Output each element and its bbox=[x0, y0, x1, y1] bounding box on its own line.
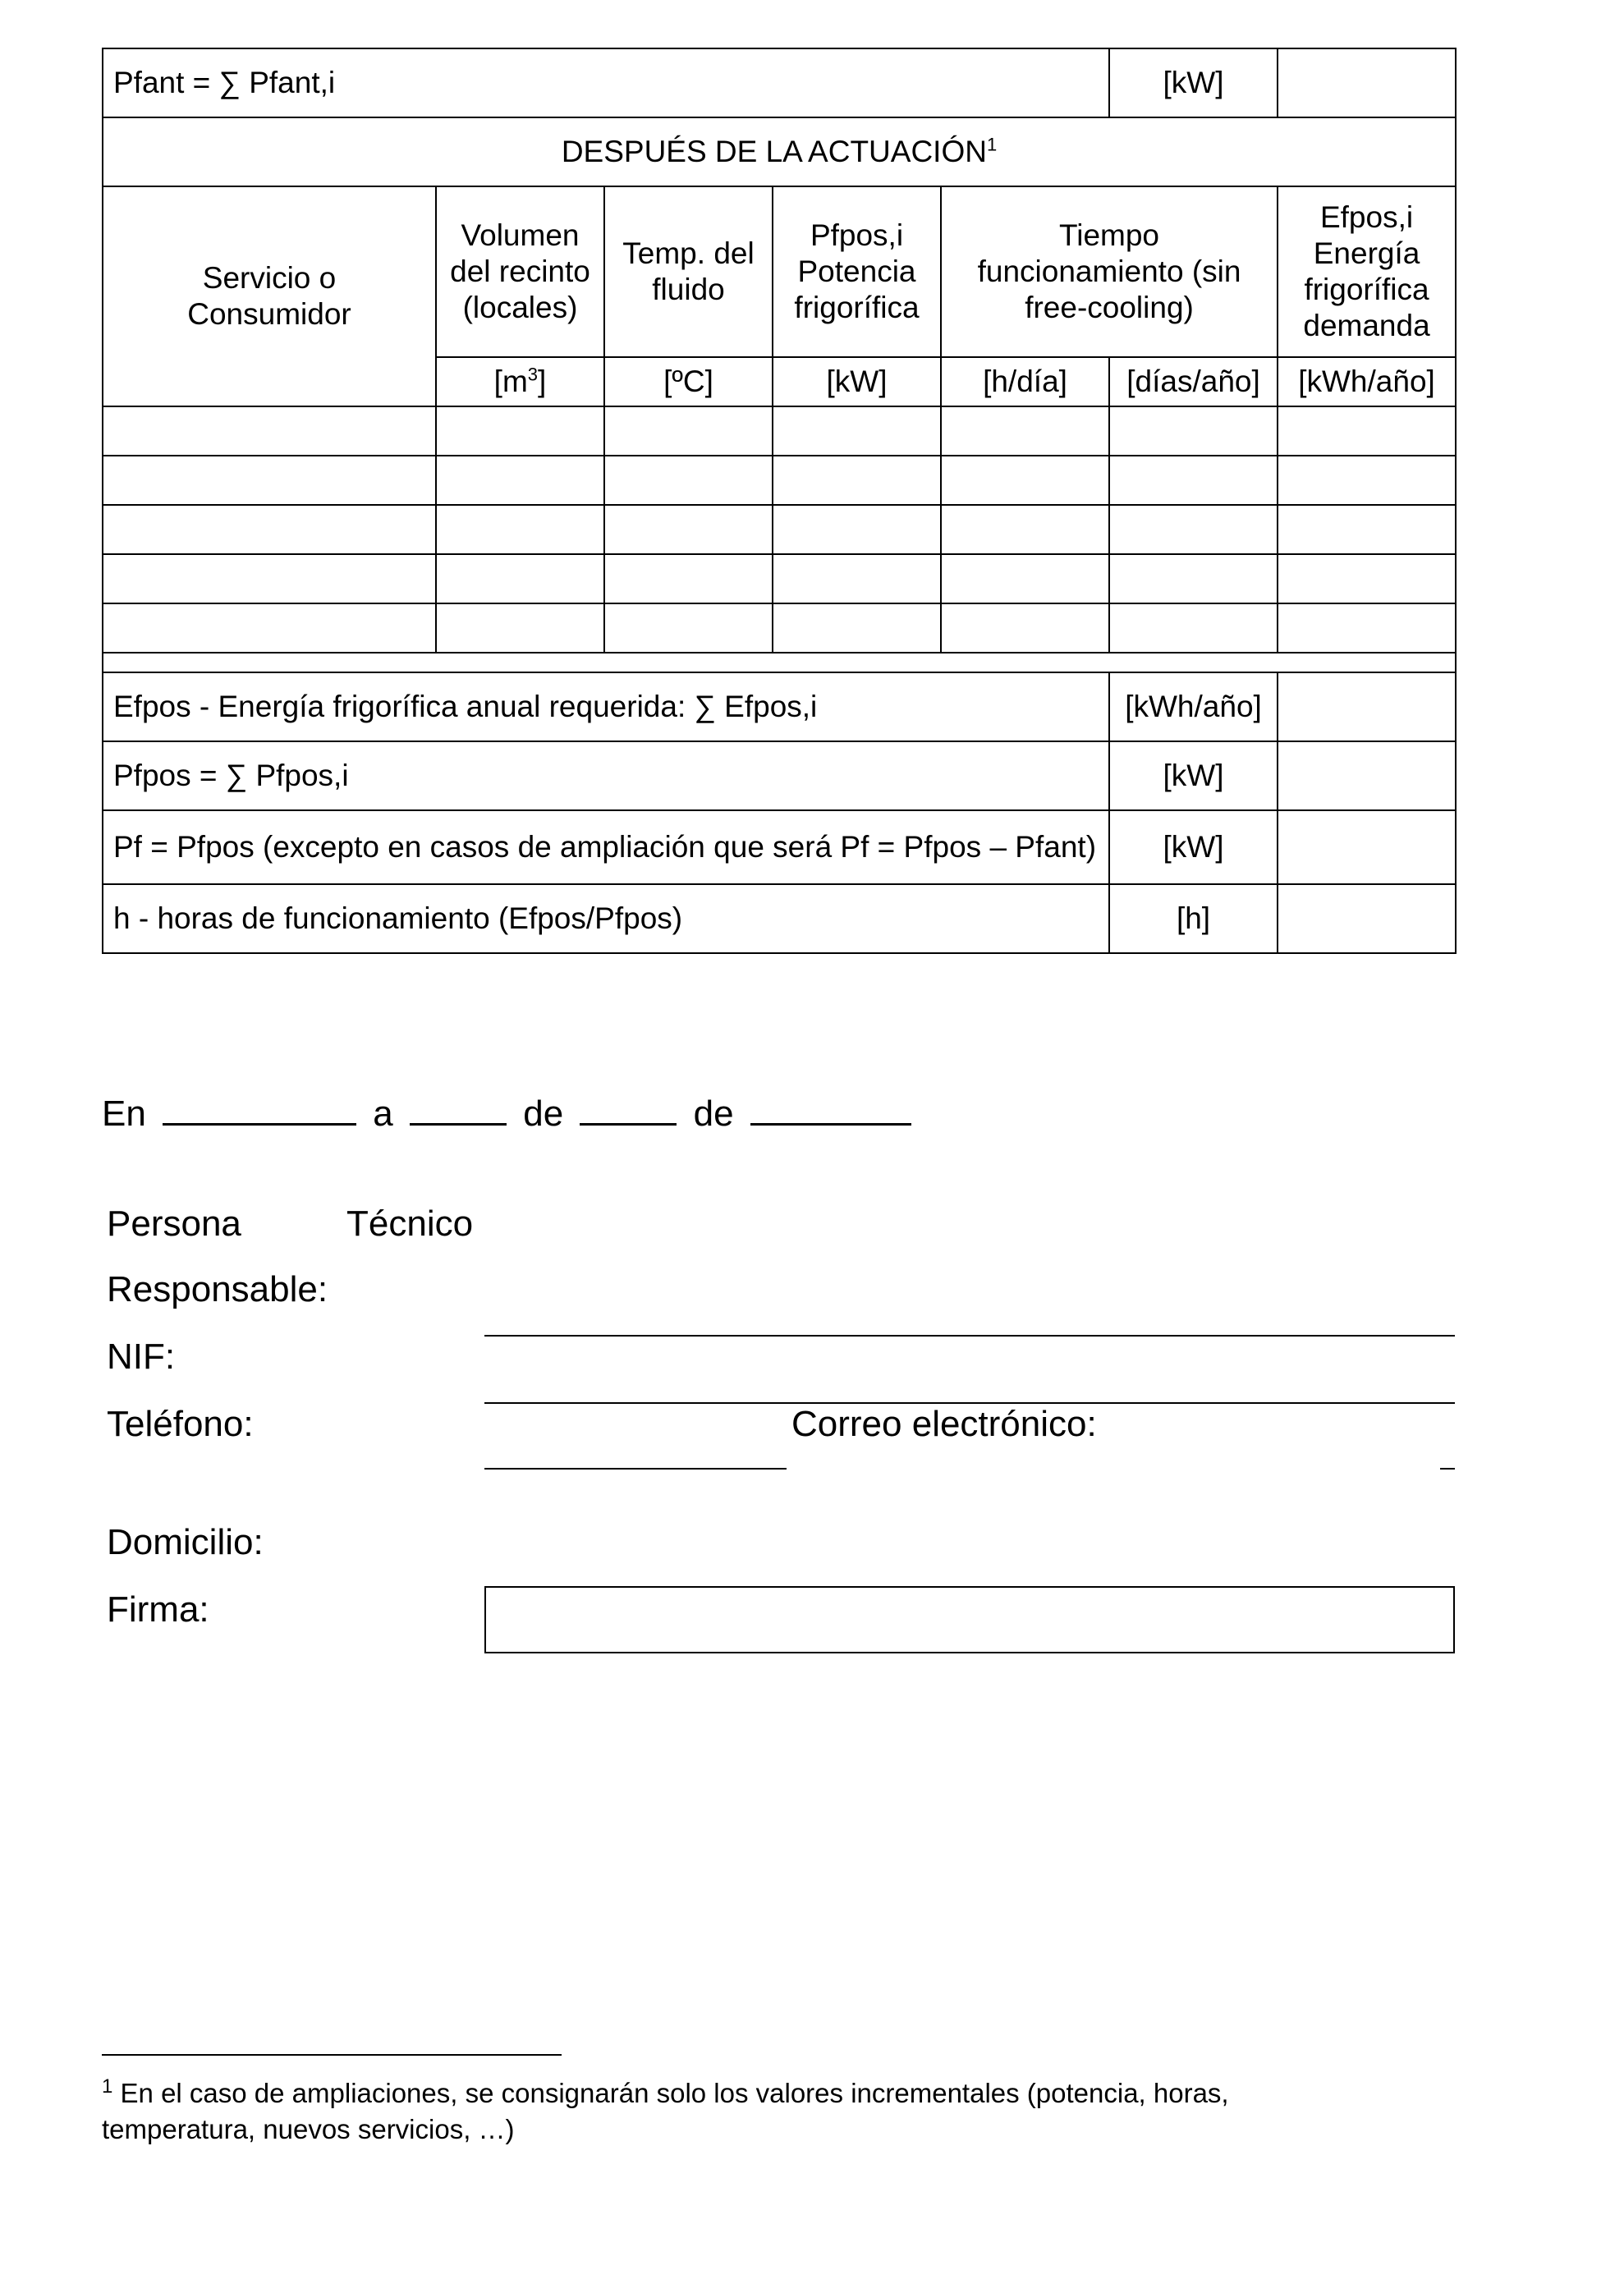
summary-pfpos-label: Pfpos = ∑ Pfpos,i bbox=[103, 741, 1109, 810]
summary-pf-label: Pf = Pfpos (excepto en casos de ampliación que será Pf = Pfpos – Pfant) bbox=[103, 810, 1109, 884]
cell-input[interactable] bbox=[436, 505, 604, 554]
cell-input[interactable] bbox=[604, 505, 773, 554]
col-header-pfpos: Pfpos,i Potencia frigorífica bbox=[773, 186, 941, 357]
cell-input[interactable] bbox=[436, 554, 604, 603]
cell-input[interactable] bbox=[773, 505, 941, 554]
footnote-rule bbox=[102, 2054, 562, 2056]
section-title bbox=[103, 117, 1456, 186]
section-title-text: DESPUÉS DE LA ACTUACIÓN bbox=[561, 135, 987, 168]
table-row bbox=[103, 603, 1456, 653]
cell-input[interactable] bbox=[604, 456, 773, 505]
date-a: a bbox=[373, 1094, 393, 1134]
footnote-text: En el caso de ampliaciones, se consignarán solo los valores incrementales (potencia, horas, temperatura, nuevos servicios, …) bbox=[102, 2078, 1229, 2144]
cell-input[interactable] bbox=[436, 406, 604, 456]
pfant-value-field[interactable] bbox=[1278, 48, 1456, 117]
cell-input[interactable] bbox=[941, 603, 1109, 653]
cell-input[interactable] bbox=[1278, 505, 1456, 554]
cell-input[interactable] bbox=[604, 554, 773, 603]
responsable-field[interactable] bbox=[484, 1335, 1455, 1337]
unit-temp: [ºC] bbox=[604, 357, 773, 406]
cell-input[interactable] bbox=[103, 554, 436, 603]
unit-h-dia: [h/día] bbox=[941, 357, 1109, 406]
cell-input[interactable] bbox=[103, 505, 436, 554]
cell-input[interactable] bbox=[103, 406, 436, 456]
cell-input[interactable] bbox=[941, 505, 1109, 554]
energy-table bbox=[102, 48, 1457, 954]
label-domicilio: Domicilio: bbox=[107, 1522, 264, 1562]
pfant-label: Pfant = ∑ Pfant,i bbox=[103, 48, 1109, 117]
spacer-row bbox=[103, 653, 1456, 672]
month-blank[interactable] bbox=[580, 1090, 677, 1126]
date-de-2: de bbox=[693, 1094, 734, 1134]
cell-input[interactable] bbox=[103, 603, 436, 653]
cell-input[interactable] bbox=[773, 554, 941, 603]
table-row bbox=[103, 554, 1456, 603]
cell-input[interactable] bbox=[1278, 456, 1456, 505]
col-header-efpos: Efpos,i Energía frigorífica demanda bbox=[1278, 186, 1456, 357]
label-tecnico: Técnico bbox=[346, 1204, 474, 1244]
cell-input[interactable] bbox=[436, 456, 604, 505]
cell-input[interactable] bbox=[773, 456, 941, 505]
footnote-number: 1 bbox=[102, 2075, 113, 2098]
cell-input[interactable] bbox=[1109, 603, 1278, 653]
table-row bbox=[103, 406, 1456, 456]
pfant-unit: [kW] bbox=[1109, 48, 1278, 117]
place-blank[interactable] bbox=[163, 1090, 356, 1126]
col-header-servicio: Servicio o Consumidor bbox=[103, 186, 436, 406]
unit-efpos: [kWh/año] bbox=[1278, 357, 1456, 406]
summary-efpos-label: Efpos - Energía frigorífica anual requerida: ∑ Efpos,i bbox=[103, 672, 1109, 741]
label-firma: Firma: bbox=[107, 1589, 209, 1630]
summary-pf-unit: [kW] bbox=[1109, 810, 1278, 884]
cell-input[interactable] bbox=[773, 406, 941, 456]
footnote-ref: 1 bbox=[986, 134, 998, 155]
col-header-volumen: Volumen del recinto (locales) bbox=[436, 186, 604, 357]
summary-efpos-unit: [kWh/año] bbox=[1109, 672, 1278, 741]
table-row bbox=[103, 456, 1456, 505]
cell-input[interactable] bbox=[103, 456, 436, 505]
signature-box[interactable] bbox=[484, 1586, 1455, 1653]
year-blank[interactable] bbox=[750, 1090, 911, 1126]
cell-input[interactable] bbox=[1109, 406, 1278, 456]
summary-horas-label: h - horas de funcionamiento (Efpos/Pfpos) bbox=[103, 884, 1109, 953]
table-row bbox=[103, 505, 1456, 554]
col-header-temp: Temp. del fluido bbox=[604, 186, 773, 357]
cell-input[interactable] bbox=[604, 603, 773, 653]
cell-input[interactable] bbox=[604, 406, 773, 456]
cell-input[interactable] bbox=[436, 603, 604, 653]
footnote bbox=[102, 2075, 1383, 2148]
date-en: En bbox=[102, 1094, 146, 1134]
summary-horas-unit: [h] bbox=[1109, 884, 1278, 953]
telefono-field[interactable] bbox=[484, 1468, 787, 1470]
summary-efpos-value[interactable] bbox=[1278, 672, 1456, 741]
col-header-tiempo: Tiempo funcionamiento (sin free-cooling) bbox=[941, 186, 1278, 357]
unit-volumen: $[m^3]$ bbox=[436, 357, 604, 406]
cell-input[interactable] bbox=[1109, 456, 1278, 505]
cell-input[interactable] bbox=[941, 456, 1109, 505]
correo-field-end bbox=[1440, 1468, 1455, 1470]
cell-input[interactable] bbox=[1278, 554, 1456, 603]
date-de-1: de bbox=[523, 1094, 564, 1134]
date-line bbox=[102, 1090, 918, 1135]
cell-input[interactable] bbox=[1278, 406, 1456, 456]
day-blank[interactable] bbox=[410, 1090, 507, 1126]
label-persona: Persona bbox=[107, 1204, 241, 1244]
cell-input[interactable] bbox=[773, 603, 941, 653]
label-nif: NIF: bbox=[107, 1337, 176, 1377]
summary-pfpos-value[interactable] bbox=[1278, 741, 1456, 810]
cell-input[interactable] bbox=[941, 554, 1109, 603]
summary-pf-value[interactable] bbox=[1278, 810, 1456, 884]
summary-horas-value[interactable] bbox=[1278, 884, 1456, 953]
cell-input[interactable] bbox=[1278, 603, 1456, 653]
cell-input[interactable] bbox=[941, 406, 1109, 456]
cell-input[interactable] bbox=[1109, 554, 1278, 603]
unit-pfpos: [kW] bbox=[773, 357, 941, 406]
label-responsable: Responsable: bbox=[107, 1269, 328, 1309]
cell-input[interactable] bbox=[1109, 505, 1278, 554]
label-correo: Correo electrónico: bbox=[791, 1404, 1097, 1444]
summary-pfpos-unit: [kW] bbox=[1109, 741, 1278, 810]
unit-dias-ano: [días/año] bbox=[1109, 357, 1278, 406]
label-telefono: Teléfono: bbox=[107, 1404, 254, 1444]
